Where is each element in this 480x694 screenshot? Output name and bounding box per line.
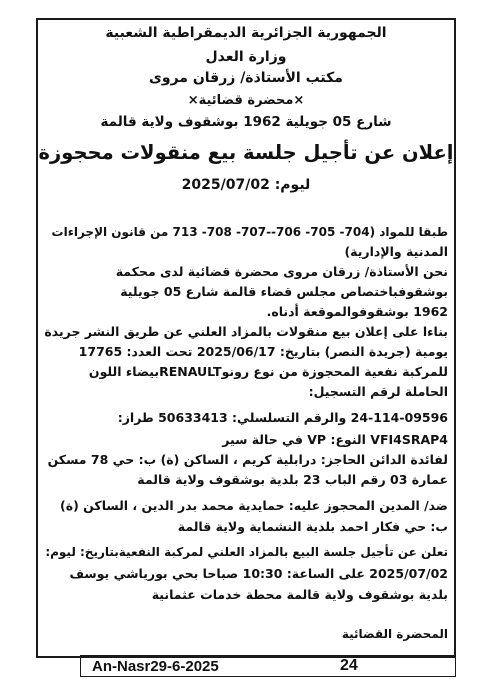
body-line: VFI4SRAP4 النوع: VP في حالة سير: [222, 432, 448, 447]
body-line: نحن الأستاذة/ زرقان مروى محضرة قضائية لدى محكمة: [115, 264, 448, 279]
header-role: ×محضرة قضائية×: [187, 93, 305, 108]
body-line: لفائدة الدائن الحاجز: درابلية كريم ، الساكن (ة) ب: حي 78 مسكن: [47, 452, 448, 467]
header-address: شارع 05 جويلية 1962 بوشقوف ولاية قالمة: [100, 114, 392, 130]
body-line: بوشقوفباختصاص مجلس قضاء قالمة شارع 05 جويلية: [120, 284, 448, 299]
page-number: 24: [340, 657, 358, 674]
body-line: للمركبة نفعية المحجوزة من نوع رونوRENAULTبيضاء اللون: [88, 364, 448, 379]
body-line: 2025/07/02 على الساعة: 10:30 صباحا بحي بورياشي يوسف: [69, 566, 448, 581]
body-line: طبقا للمواد (704- 705- 706--707- 708- 713 من قانون الإجراءات: [51, 225, 448, 239]
header-republic: الجمهورية الجزائرية الديمقراطية الشعبية: [105, 25, 387, 41]
body-line: عمارة 03 رقم الباب 23 بلدية بوشقوف ولاية قالمة: [137, 472, 448, 487]
body-line: ضد/ المدين المحجوز عليه: حمايدية محمد بدر الدين ، الساكن (ة): [60, 498, 448, 513]
body-line: تعلن عن تأجيل جلسة البيع بالمزاد العلني لمركبة النفعيةبتاريخ: ليوم:: [45, 545, 448, 559]
notice-date: ليوم: 2025/07/02: [181, 177, 311, 193]
body-line: ب: حي فكار احمد بلدية النشماية ولاية قالمة: [177, 519, 448, 534]
signature: المحضرة القضائية: [341, 627, 448, 641]
publication-info: An-Nasr29-6-2025: [92, 658, 219, 675]
body-line: يومية (جريدة النصر) بتاريخ: 2025/06/17 تحت العدد: 17765: [78, 344, 448, 359]
header-ministry: وزارة العدل: [205, 49, 287, 65]
body-line: الحاملة لرقم التسجيل:: [308, 384, 448, 399]
notice-title: إعلان عن تأجيل جلسة بيع منقولات محجوزة: [38, 141, 454, 164]
body-line: 1962 بوشقوفوالموقعة أدناه.: [266, 304, 448, 319]
body-line: بناءا على إعلان بيع منقولات بالمزاد العلني عن طريق النشر جريدة: [44, 324, 448, 339]
body-line: المدنية والإدارية): [344, 244, 448, 259]
header-office: مكتب الأستاذة/ زرقان مروى: [149, 70, 343, 86]
body-line: 24-114-09596 والرقم التسلسلي: 50633413 طراز:: [117, 410, 448, 425]
body-line: بلدية بوشقوف ولاية قالمة محطة خدمات عثمانية: [151, 587, 448, 602]
